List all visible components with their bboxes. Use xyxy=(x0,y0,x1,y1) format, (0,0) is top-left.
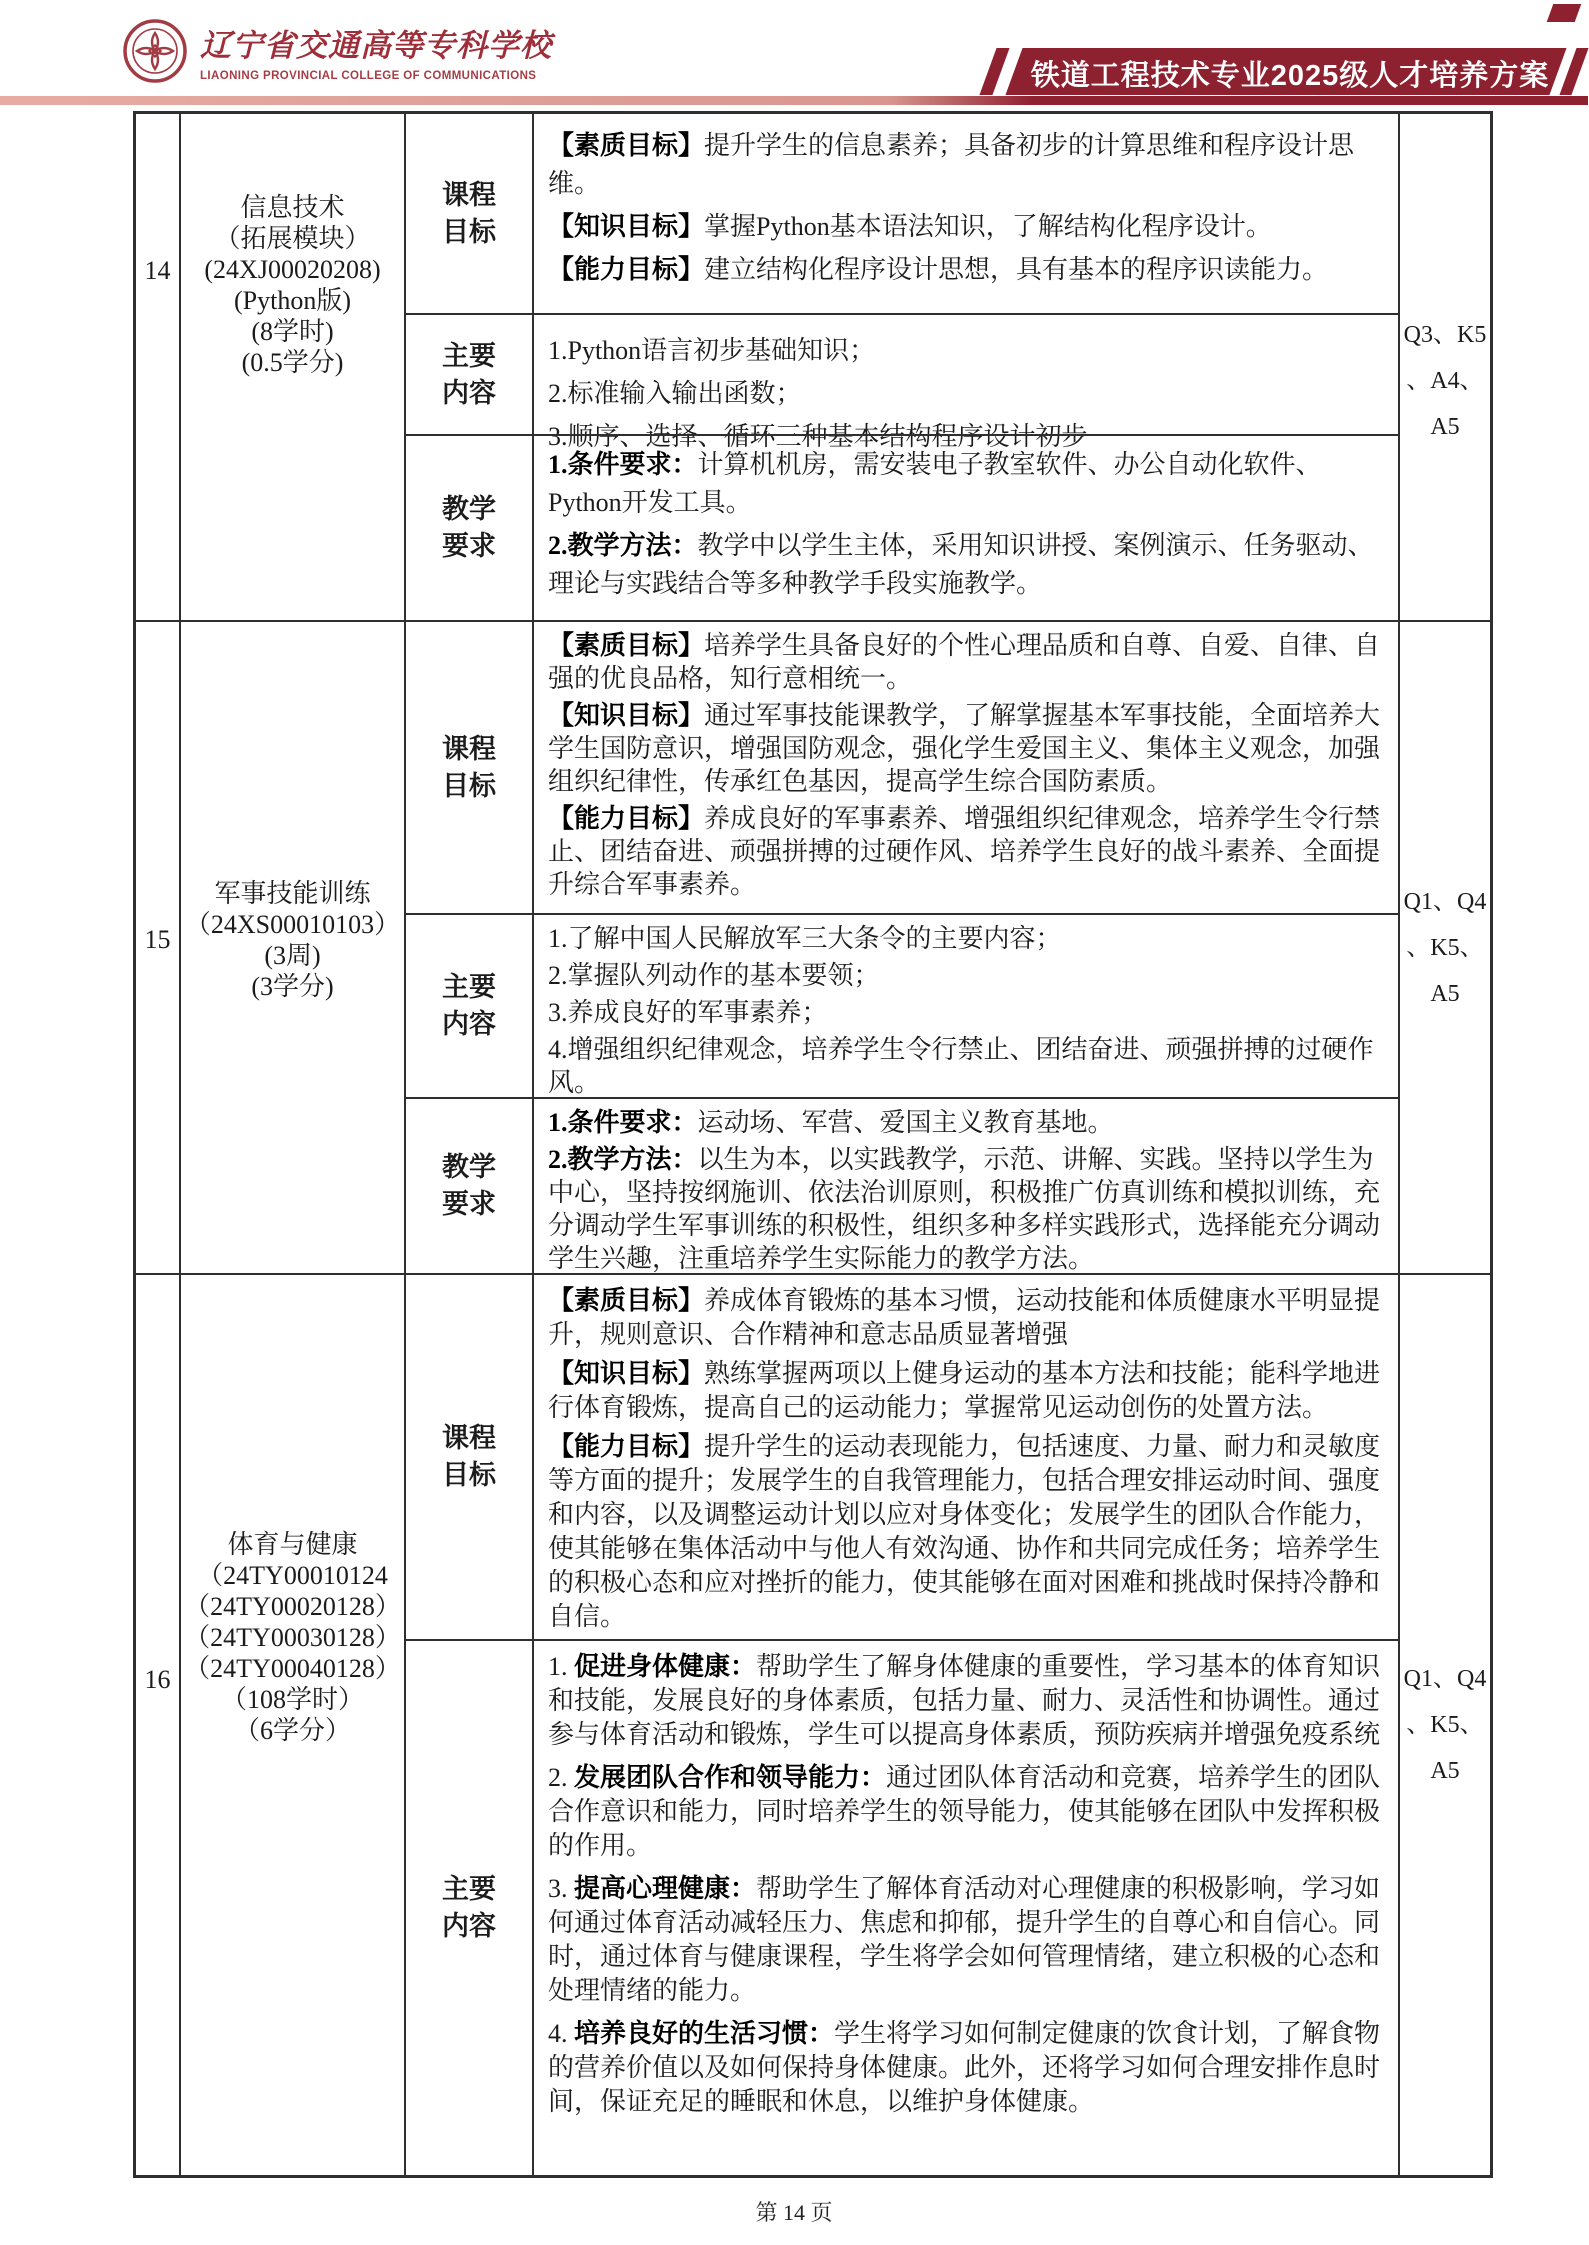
item-number: 2. xyxy=(548,1763,568,1792)
paragraph-text: 3.顺序、选择、循环三种基本结构程序设计初步 xyxy=(548,422,1088,451)
paragraph-text: 学生将学习如何制定健康的饮食计划，了解食物的营养价值以及如何保持身体健康。此外，还将学习如何合理安排作息时间，保证充足的睡眠和休息，以维护身体健康。 xyxy=(548,2019,1381,2116)
paragraph-text: 运动场、军营、爱国主义教育基地。 xyxy=(697,1108,1114,1137)
course-name-line: (3学分) xyxy=(251,971,334,1001)
main-content-section xyxy=(406,913,1398,1097)
paragraph xyxy=(548,996,1388,1029)
paragraph-bold-label: 1.条件要求： xyxy=(548,450,698,479)
paragraph-text: 建立结构化程序设计思想，具有基本的程序识读能力。 xyxy=(704,255,1329,284)
paragraph-bold-label: 【知识目标】 xyxy=(548,212,705,241)
course-name-line: （24TY00020128） xyxy=(184,1591,401,1621)
row-number-cell xyxy=(136,1275,179,2175)
teaching-requirements-section xyxy=(406,1097,1398,1273)
row-number: 16 xyxy=(144,1665,171,1694)
paragraph-bold-label: 发展团队合作和领导能力： xyxy=(567,1763,887,1792)
paragraph xyxy=(548,1284,1388,1352)
course-objectives-section xyxy=(406,622,1398,913)
section-content xyxy=(534,315,1398,451)
paragraph-text: 提升学生的信息素养；具备初步的计算思维和程序设计思维。 xyxy=(548,131,1355,198)
paragraph xyxy=(548,527,1388,603)
paragraph xyxy=(548,1143,1388,1275)
section-content xyxy=(534,1099,1398,1273)
paragraph-text: 养成良好的军事素养、增强组织纪律观念，培养学生令行禁止、团结奋进、顽强拼搏的过硬作风、培养学生良好的战斗素养、全面提升综合军事素养。 xyxy=(548,804,1381,899)
course-name-cell xyxy=(179,1275,404,2175)
paragraph-text: 教学中以学生主体，采用知识讲授、案例演示、任务驱动、理论与实践结合等多种教学手段实施教学。 xyxy=(548,531,1374,598)
paragraph xyxy=(548,1761,1388,1863)
section-content xyxy=(534,1641,1398,2175)
section-label xyxy=(406,1099,534,1273)
course-name-line: (Python版) xyxy=(233,286,351,315)
section-label-line: 课程 xyxy=(442,733,496,764)
section-label-line: 目标 xyxy=(442,770,496,801)
competency-code-line: A5 xyxy=(1430,1758,1460,1784)
section-label-line: 主要 xyxy=(442,340,496,371)
section-label-line: 目标 xyxy=(442,216,496,247)
paragraph-bold-label: 【知识目标】 xyxy=(548,701,705,730)
section-label-line: 课程 xyxy=(442,1423,496,1453)
paragraph-bold-label: 培养良好的生活习惯： xyxy=(567,2019,835,2048)
course-name-line: (24XJ00020208) xyxy=(204,255,381,284)
school-name-zh: 辽宁省交通高等专科学校 xyxy=(200,28,552,63)
paragraph-text: 2.标准输入输出函数； xyxy=(548,379,802,408)
section-label xyxy=(406,436,534,620)
paragraph xyxy=(548,446,1388,522)
course-name-line: （24TY00010124 xyxy=(197,1560,388,1590)
section-content xyxy=(534,436,1398,620)
table-row xyxy=(136,620,1490,1273)
row-number-cell xyxy=(136,114,179,620)
paragraph-text: 4.增强组织纪律观念，培养学生令行禁止、团结奋进、顽强拼搏的过硬作风。 xyxy=(548,1035,1374,1097)
page-number: 第 14 页 xyxy=(755,2200,833,2225)
section-label xyxy=(406,1275,534,1639)
paragraph xyxy=(548,922,1388,955)
competency-codes-cell xyxy=(1398,1275,1490,2175)
section-content xyxy=(534,915,1398,1097)
paragraph xyxy=(548,629,1388,695)
teaching-requirements-section xyxy=(406,434,1398,620)
section-content xyxy=(534,114,1398,313)
row-number: 15 xyxy=(144,924,171,954)
paragraph-bold-label: 【素质目标】 xyxy=(548,631,705,660)
paragraph-text: 以生为本，以实践教学，示范、讲解、实践。坚持以学生为中心，坚持按纲施训、依法治训原则，积极推广仿真训练和模拟训练，充分调动学生军事训练的积极性，组织多种多样实践形式，选择能充分调动学生兴趣，注重培养学生实际能力的教学方法。 xyxy=(548,1145,1381,1273)
course-objectives-section xyxy=(406,1275,1398,1639)
paragraph-text: 提升学生的运动表现能力，包括速度、力量、耐力和灵敏度等方面的提升；发展学生的自我管理能力，包括合理安排运动时间、强度和内容，以及调整运动计划以应对身体变化；发展学生的团队合作能力，使其能够在集体活动中与他人有效沟通、协作和共同完成任务；培养学生的积极心态和应对挫折的能力，使其能够在面对困难和挑战时保持冷静和自信。 xyxy=(548,1432,1381,1631)
school-name-en: LIAONING PROVINCIAL COLLEGE OF COMMUNICATIONS xyxy=(200,70,537,82)
paragraph xyxy=(548,802,1388,901)
course-name-line: （24TY00040128） xyxy=(184,1653,401,1683)
course-name-line: (3周) xyxy=(264,940,321,970)
paragraph-bold-label: 1.条件要求： xyxy=(548,1108,698,1137)
course-name-line: （24TY00030128） xyxy=(184,1622,401,1652)
paragraph xyxy=(548,1357,1388,1425)
paragraph xyxy=(548,1106,1388,1139)
section-label-line: 内容 xyxy=(442,1009,496,1039)
paragraph-text: 通过团队体育活动和竞赛，培养学生的团队合作意识和能力，同时培养学生的领导能力，使其能够在团队中发挥积极的作用。 xyxy=(548,1763,1381,1860)
table-row xyxy=(136,114,1490,620)
competency-codes-cell xyxy=(1398,622,1490,1273)
paragraph xyxy=(548,1650,1388,1752)
competency-codes-cell xyxy=(1398,114,1490,620)
section-label xyxy=(406,315,534,434)
paragraph-text: 掌握Python基本语法知识，了解结构化程序设计。 xyxy=(704,212,1272,241)
competency-code-line: A5 xyxy=(1430,414,1460,440)
section-label xyxy=(406,114,534,313)
paragraph-text: 2.掌握队列动作的基本要领； xyxy=(548,961,880,990)
section-label-line: 主要 xyxy=(442,972,496,1002)
section-label-line: 教学 xyxy=(442,494,496,524)
course-objectives-section xyxy=(406,114,1398,313)
paragraph-bold-label: 【知识目标】 xyxy=(548,1359,705,1388)
paragraph xyxy=(548,127,1388,203)
competency-code-line: Q3、K5 xyxy=(1403,322,1487,348)
corner-decoration xyxy=(1547,4,1582,22)
row-number-cell xyxy=(136,622,179,1273)
course-name-line: 信息技术 xyxy=(240,193,345,222)
paragraph xyxy=(548,251,1388,289)
paragraph-bold-label: 提高心理健康： xyxy=(567,1874,757,1903)
paragraph xyxy=(548,208,1388,246)
main-content-section xyxy=(406,1639,1398,2175)
paragraph xyxy=(548,959,1388,992)
course-table xyxy=(133,111,1493,2178)
section-label-line: 课程 xyxy=(442,179,496,210)
header-divider xyxy=(0,96,1588,105)
banner-stripe-decoration xyxy=(979,48,1009,95)
course-name-cell xyxy=(179,622,404,1273)
paragraph xyxy=(548,699,1388,798)
section-label-line: 主要 xyxy=(442,1874,496,1904)
section-label xyxy=(406,915,534,1097)
main-content-section xyxy=(406,313,1398,451)
paragraph-text: 熟练掌握两项以上健身运动的基本方法和技能；能科学地进行体育锻炼，提高自己的运动能力；掌握常见运动创伤的处置方法。 xyxy=(548,1359,1381,1422)
course-name-line: （拓展模块） xyxy=(214,224,371,253)
course-name-line: （6学分） xyxy=(233,1715,351,1745)
section-label-line: 要求 xyxy=(442,531,496,561)
paragraph-text: 计算机机房，需安装电子教室软件、办公自动化软件、Python开发工具。 xyxy=(548,450,1322,517)
paragraph xyxy=(548,375,1388,413)
competency-code-line: 、A4、 xyxy=(1406,368,1484,394)
section-label-line: 目标 xyxy=(442,1460,496,1490)
paragraph xyxy=(548,332,1388,370)
course-name-line: (0.5学分) xyxy=(241,348,344,377)
course-name-line: （24XS00010103） xyxy=(184,909,401,939)
paragraph-bold-label: 【能力目标】 xyxy=(548,1432,705,1461)
item-number: 1. xyxy=(548,1652,568,1681)
course-name-line: (8学时) xyxy=(251,317,334,346)
section-label-line: 内容 xyxy=(442,377,496,408)
section-content xyxy=(534,622,1398,913)
paragraph-bold-label: 【素质目标】 xyxy=(548,1286,705,1315)
paragraph-bold-label: 【素质目标】 xyxy=(548,131,705,160)
paragraph-bold-label: 促进身体健康： xyxy=(567,1652,757,1681)
section-label-line: 教学 xyxy=(442,1152,496,1182)
paragraph-bold-label: 【能力目标】 xyxy=(548,255,705,284)
item-number: 4. xyxy=(548,2019,568,2048)
paragraph xyxy=(548,1430,1388,1634)
paragraph-text: 1.了解中国人民解放军三大条令的主要内容； xyxy=(548,924,1062,953)
paragraph xyxy=(548,2017,1388,2119)
section-label xyxy=(406,622,534,913)
competency-code-line: A5 xyxy=(1430,980,1460,1007)
page-header xyxy=(0,0,1588,106)
paragraph-text: 3.养成良好的军事素养； xyxy=(548,998,828,1027)
competency-code-line: 、K5、 xyxy=(1406,934,1484,961)
section-label xyxy=(406,1641,534,2175)
course-name-cell xyxy=(179,114,404,620)
section-content xyxy=(534,1275,1398,1639)
course-name-line: （108学时） xyxy=(220,1684,364,1714)
paragraph-bold-label: 2.教学方法： xyxy=(548,1145,698,1174)
paragraph-text: 帮助学生了解体育活动对心理健康的积极影响，学习如何通过体育活动减轻压力、焦虑和抑郁，提升学生的自尊心和自信心。同时，通过体育与健康课程，学生将学会如何管理情绪，建立积极的心态和处理情绪的能力。 xyxy=(548,1874,1381,2005)
item-number: 3. xyxy=(548,1874,568,1903)
paragraph-bold-label: 2.教学方法： xyxy=(548,531,698,560)
row-number: 14 xyxy=(144,256,171,285)
paragraph-text: 通过军事技能课教学，了解掌握基本军事技能，全面培养大学生国防意识，增强国防观念，强化学生爱国主义、集体主义观念，加强组织纪律性，传承红色基因，提高学生综合国防素质。 xyxy=(548,701,1381,796)
course-name-line: 军事技能训练 xyxy=(214,878,371,908)
paragraph-text: 帮助学生了解身体健康的重要性，学习基本的体育知识和技能，发展良好的身体素质，包括力量、耐力、灵活性和协调性。通过参与体育活动和锻炼，学生可以提高身体素质，预防疾病并增强免疫系统 xyxy=(548,1652,1381,1749)
section-label-line: 要求 xyxy=(442,1189,496,1219)
paragraph-text: 养成体育锻炼的基本习惯，运动技能和体质健康水平明显提升，规则意识、合作精神和意志品质显著增强 xyxy=(548,1286,1381,1349)
paragraph xyxy=(548,1033,1388,1099)
paragraph xyxy=(548,1872,1388,2008)
paragraph-text: 1.Python语言初步基础知识； xyxy=(548,336,876,365)
competency-code-line: Q1、Q4 xyxy=(1403,888,1487,915)
course-name-line: 体育与健康 xyxy=(227,1529,358,1559)
paragraph-text: 培养学生具备良好的个性心理品质和自尊、自爱、自律、自强的优良品格，知行意相统一。 xyxy=(548,631,1381,693)
table-row xyxy=(136,1273,1490,2175)
competency-code-line: 、K5、 xyxy=(1406,1712,1484,1738)
document-title: 铁道工程技术专业2025级人才培养方案 xyxy=(1030,60,1550,92)
paragraph-bold-label: 【能力目标】 xyxy=(548,804,705,833)
section-label-line: 内容 xyxy=(442,1911,496,1941)
school-logo-icon xyxy=(122,18,188,84)
competency-code-line: Q1、Q4 xyxy=(1403,1666,1487,1692)
